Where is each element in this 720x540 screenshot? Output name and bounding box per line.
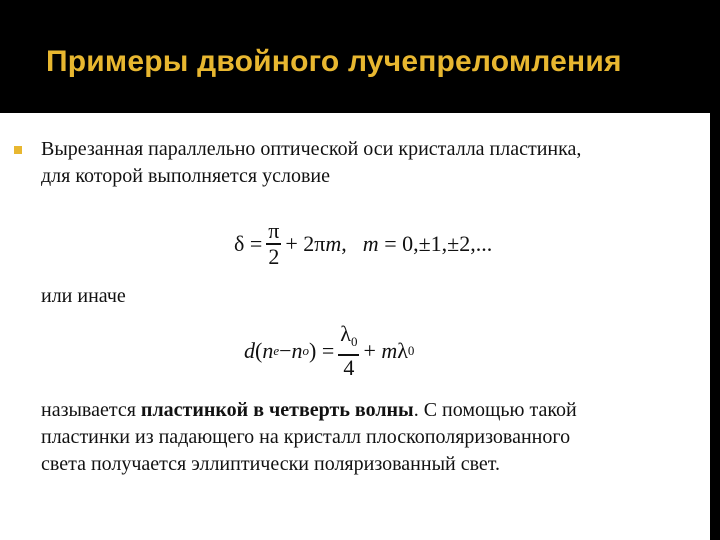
or-else-text: или иначе (41, 285, 126, 307)
formula-sub-e: e (273, 342, 280, 358)
formula-delta-values: = 0,±1,±2,... (384, 230, 493, 256)
paragraph-line1-post: . С помощью такой (413, 399, 577, 421)
formula-delta-lhs: δ = (234, 230, 263, 256)
right-edge-border (710, 0, 720, 540)
formula-minus: − (279, 337, 292, 363)
paragraph-line3: света получается эллиптически поляризованный свет. (41, 453, 501, 475)
formula-quarter-denominator: 4 (343, 354, 355, 380)
formula-delta-fraction (266, 219, 281, 269)
quarter-wave-plate-term: пластинкой в четверть волны (140, 399, 414, 421)
formula-delta-denominator: 2 (268, 243, 280, 269)
formula-sub-o: o (302, 342, 310, 358)
paragraph-line1 (41, 397, 577, 424)
formula-close-paren: ) = (309, 337, 335, 363)
formula-delta-numerator: π (268, 218, 280, 243)
bullet-text-line2: для которой выполняется условие (41, 165, 330, 187)
paragraph-line1-pre: называется (41, 399, 141, 421)
bullet-icon (14, 146, 22, 154)
formula-quarter-fraction (338, 322, 359, 380)
formula-n-o: n (291, 337, 303, 363)
formula-open-paren: ( (255, 337, 263, 363)
formula-delta-term: + 2π (285, 230, 326, 256)
paragraph-line2: пластинки из падающего на кристалл плоскополяризованного (41, 426, 571, 448)
bullet-text-line1: Вырезанная параллельно оптической оси кристалла пластинка, (41, 138, 582, 160)
formula-lambda-sub: 0 (407, 342, 415, 358)
formula-quarter-wave (244, 322, 414, 380)
formula-m: m (381, 337, 398, 363)
formula-delta (234, 219, 492, 269)
formula-delta-m2: m (362, 230, 379, 256)
formula-delta-m: m (325, 230, 342, 256)
formula-quarter-numerator: $\lambda_0$ (340, 321, 358, 349)
slide-title: Примеры двойного лучепреломления (46, 45, 622, 78)
header-bar (0, 0, 720, 113)
formula-lambda: λ (397, 337, 408, 363)
formula-delta-comma: , (341, 230, 347, 256)
formula-d: d (244, 337, 255, 363)
formula-plus: + (363, 337, 376, 363)
formula-n-e: n (262, 337, 274, 363)
